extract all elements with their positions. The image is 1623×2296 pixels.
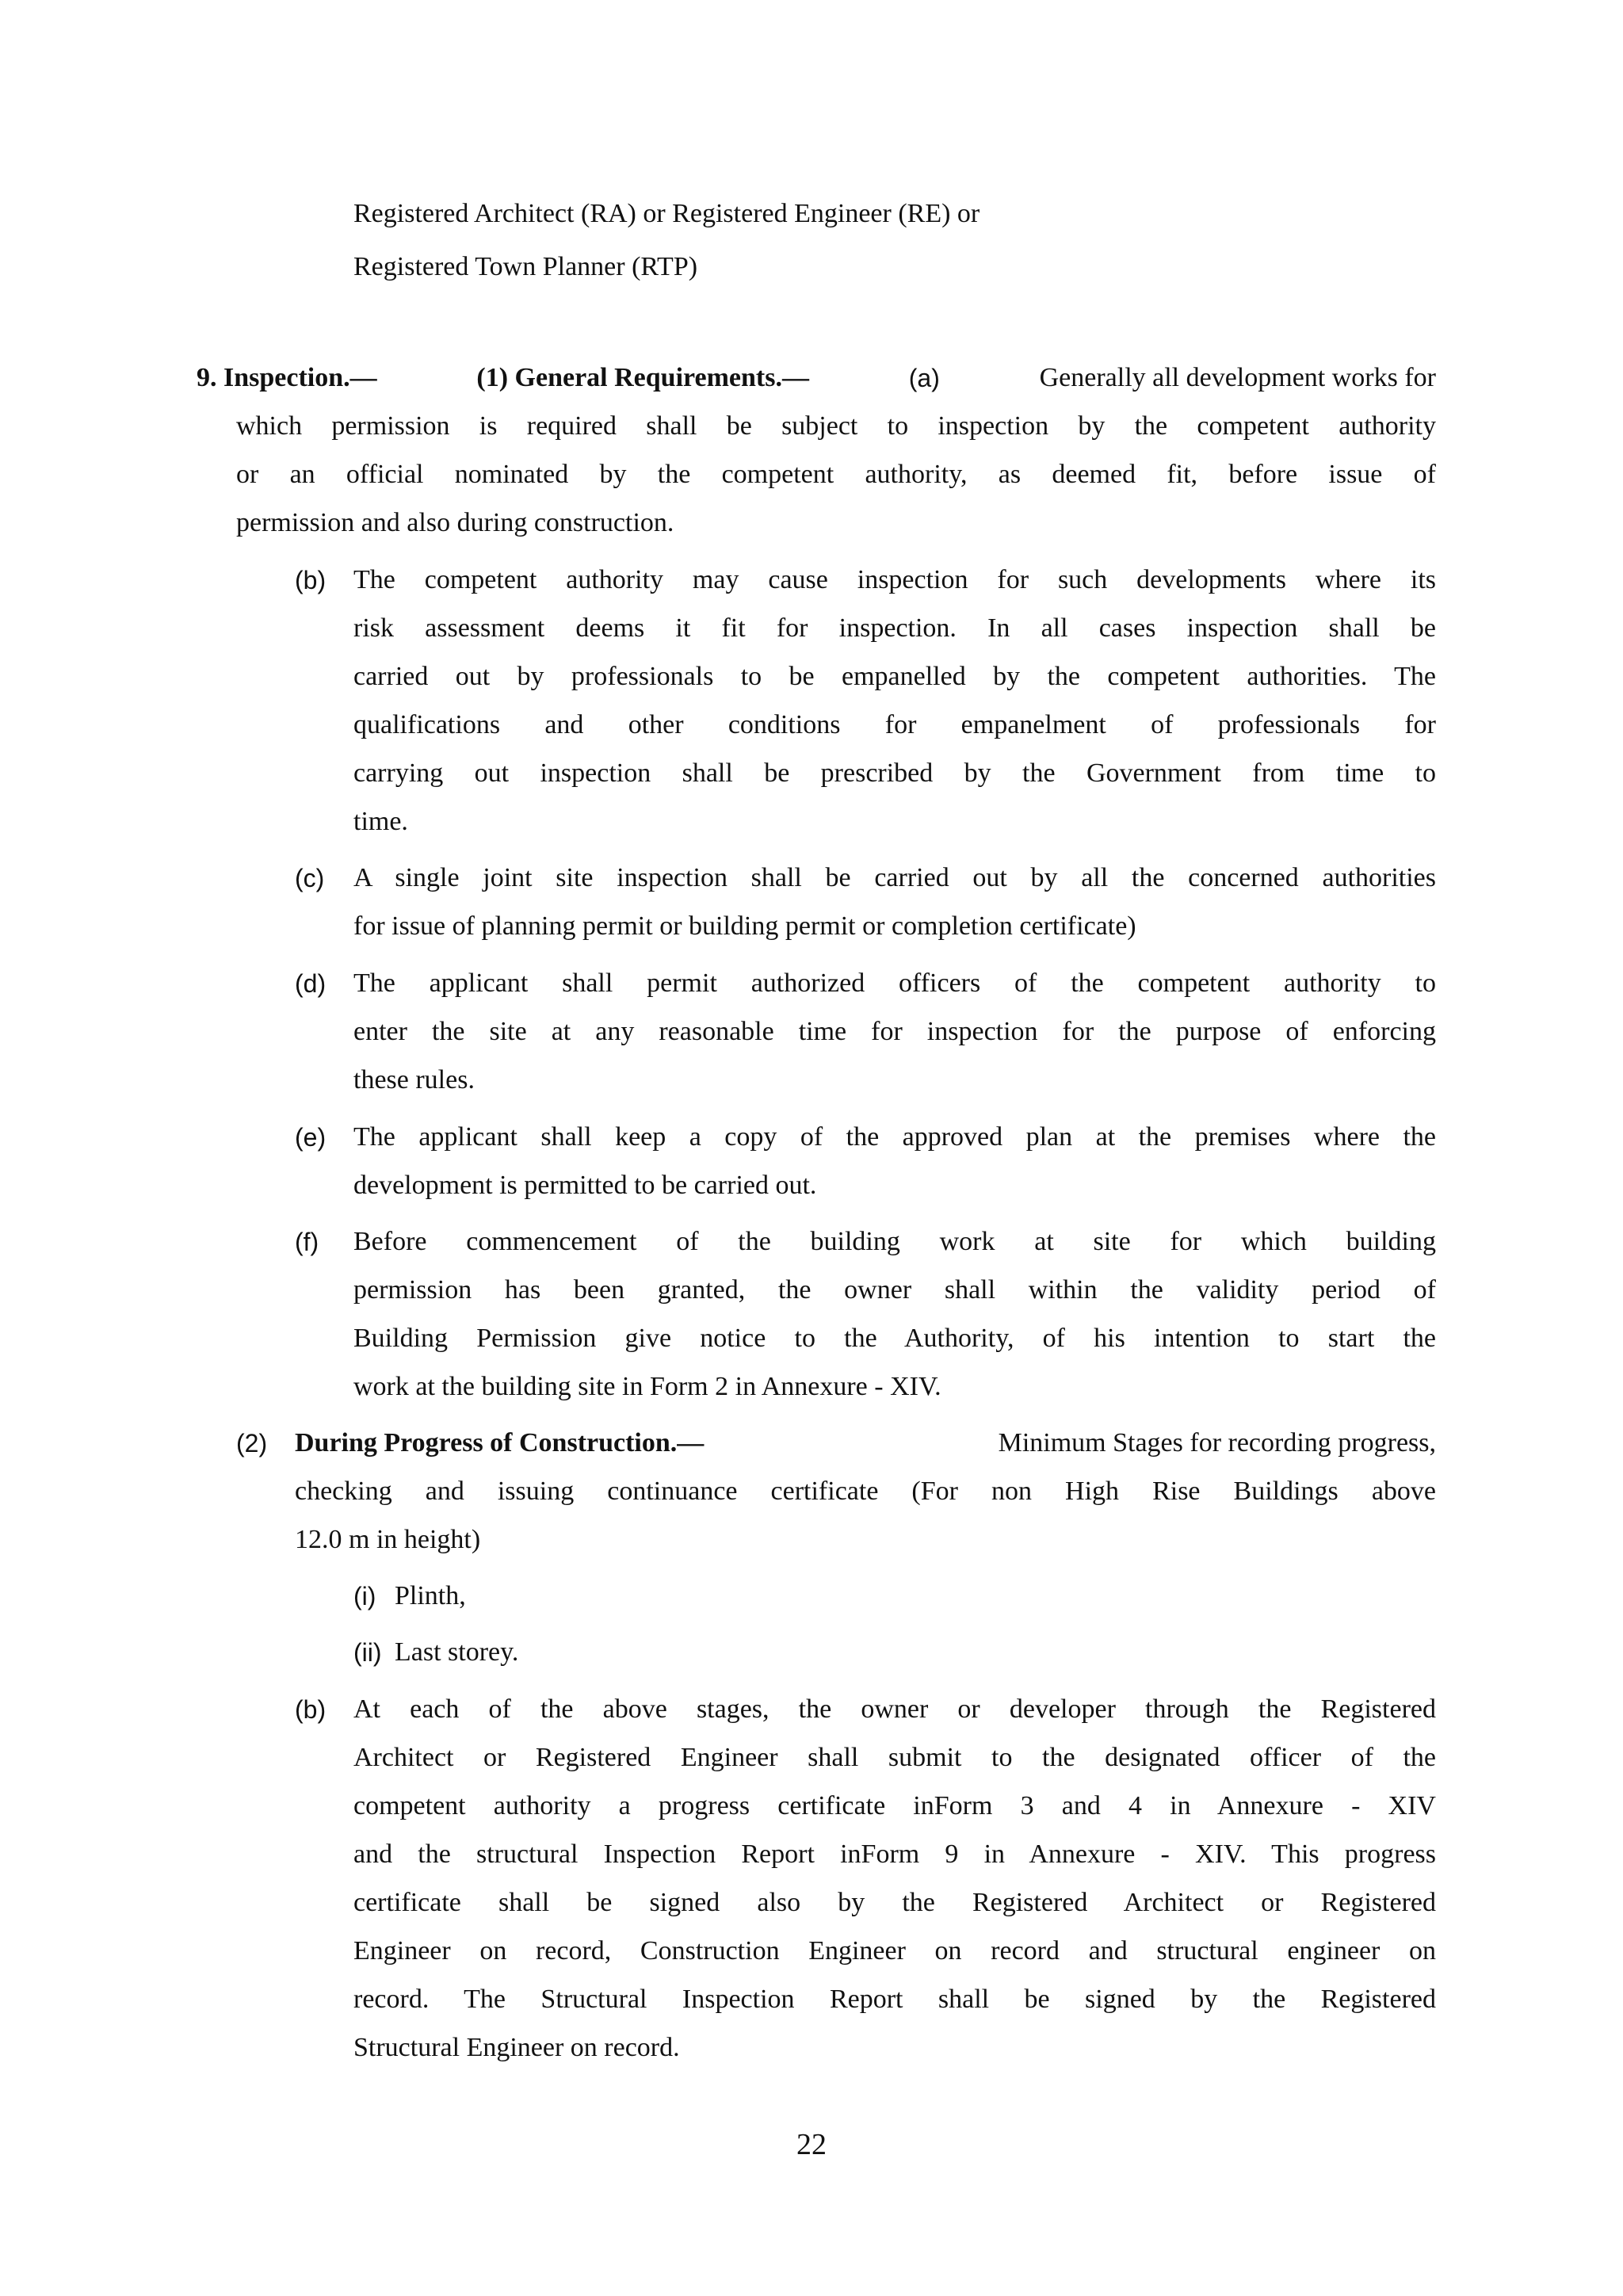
subsection-1-number: (1) [476, 363, 509, 392]
clause-d-line: these rules. [353, 1065, 475, 1095]
clause-a-line: Generally all development works for [1039, 363, 1436, 392]
clause-d-line: enter the site at any reasonable time for inspection for the purpose of enforcing [353, 1017, 1436, 1046]
stage-ii-marker: (ii) [353, 1638, 382, 1667]
clause-e-line: The applicant shall keep a copy of the approved plan at the premises where the [353, 1122, 1436, 1152]
clause-b-line: carried out by professionals to be empanelled by the competent authorities. The [353, 662, 1436, 691]
clause-a-line: which permission is required shall be subject to inspection by the competent authority [236, 411, 1436, 441]
clause-c-line: A single joint site inspection shall be carried out by all the concerned authorities [353, 863, 1436, 892]
subsection-2-number: (2) [236, 1429, 268, 1457]
clause-b-marker: (b) [295, 566, 327, 594]
clause-b2-line: Structural Engineer on record. [353, 2033, 680, 2062]
clause-e-line: development is permitted to be carried out. [353, 1171, 817, 1200]
clause-f-marker: (f) [295, 1228, 319, 1256]
stage-i-marker: (i) [353, 1582, 376, 1610]
clause-b-line: risk assessment deems it fit for inspection. In all cases inspection shall be [353, 613, 1436, 643]
clause-b2-line: certificate shall be signed also by the Registered Architect or Registered [353, 1888, 1436, 1917]
clause-d-marker: (d) [295, 969, 327, 998]
clause-d-line: The applicant shall permit authorized officers of the competent authority to [353, 968, 1436, 998]
subsection-1-title: General Requirements.— [514, 363, 809, 392]
subsection-2-heading-line [295, 1427, 1436, 1459]
clause-c-marker: (c) [295, 864, 325, 892]
subsection-2-title: During Progress of Construction.— [295, 1428, 705, 1457]
subsection-2-line: Minimum Stages for recording progress, [998, 1428, 1436, 1457]
clause-f-line: permission has been granted, the owner shall within the validity period of [353, 1275, 1436, 1305]
clause-b2-line: and the structural Inspection Report inForm 9 in Annexure - XIV. This progress [353, 1839, 1436, 1869]
clause-b2-line: At each of the above stages, the owner or developer through the Registered [353, 1694, 1436, 1724]
clause-a-marker: (a) [908, 364, 940, 392]
clause-b-line: qualifications and other conditions for empanelment of professionals for [353, 710, 1436, 739]
clause-b2-line: record. The Structural Inspection Report shall be signed by the Registered [353, 1985, 1436, 2014]
section-9-heading [197, 362, 377, 394]
clause-b2-line: Engineer on record, Construction Engineer on record and structural engineer on [353, 1936, 1436, 1966]
clause-e-marker: (e) [295, 1123, 327, 1152]
clause-f-line: Before commencement of the building work at site for which building [353, 1227, 1436, 1256]
section-number: 9. [197, 363, 217, 392]
section-title: Inspection.— [223, 363, 377, 392]
stage-ii-text: Last storey. [395, 1637, 519, 1667]
clause-b-line: The competent authority may cause inspection for such developments where its [353, 565, 1436, 594]
signatory-line-2: Registered Town Planner (RTP) [353, 252, 698, 281]
clause-a-line: or an official nominated by the competent authority, as deemed fit, before issue of [236, 460, 1436, 489]
subsection-1-heading [476, 362, 809, 394]
clause-b2-line: competent authority a progress certificate inForm 3 and 4 in Annexure - XIV [353, 1791, 1436, 1820]
clause-b2-marker: (b) [295, 1695, 327, 1724]
clause-f-line: work at the building site in Form 2 in Annexure - XIV. [353, 1372, 941, 1401]
clause-b-line: carrying out inspection shall be prescribed by the Government from time to [353, 758, 1436, 788]
subsection-2-line: checking and issuing continuance certificate (For non High Rise Buildings above [295, 1477, 1436, 1506]
clause-a-line: permission and also during construction. [236, 508, 674, 537]
clause-c-line: for issue of planning permit or building permit or completion certificate) [353, 911, 1136, 941]
subsection-2-line: 12.0 m in height) [295, 1525, 481, 1554]
signatory-line-1: Registered Architect (RA) or Registered Engineer (RE) or [353, 199, 980, 228]
page-number: 22 [796, 2128, 827, 2161]
section-9-heading-line [197, 362, 1436, 394]
stage-i-text: Plinth, [395, 1581, 466, 1610]
clause-f-line: Building Permission give notice to the Authority, of his intention to start the [353, 1324, 1436, 1353]
clause-b2-line: Architect or Registered Engineer shall submit to the designated officer of the [353, 1743, 1436, 1772]
clause-b-line: time. [353, 807, 408, 836]
